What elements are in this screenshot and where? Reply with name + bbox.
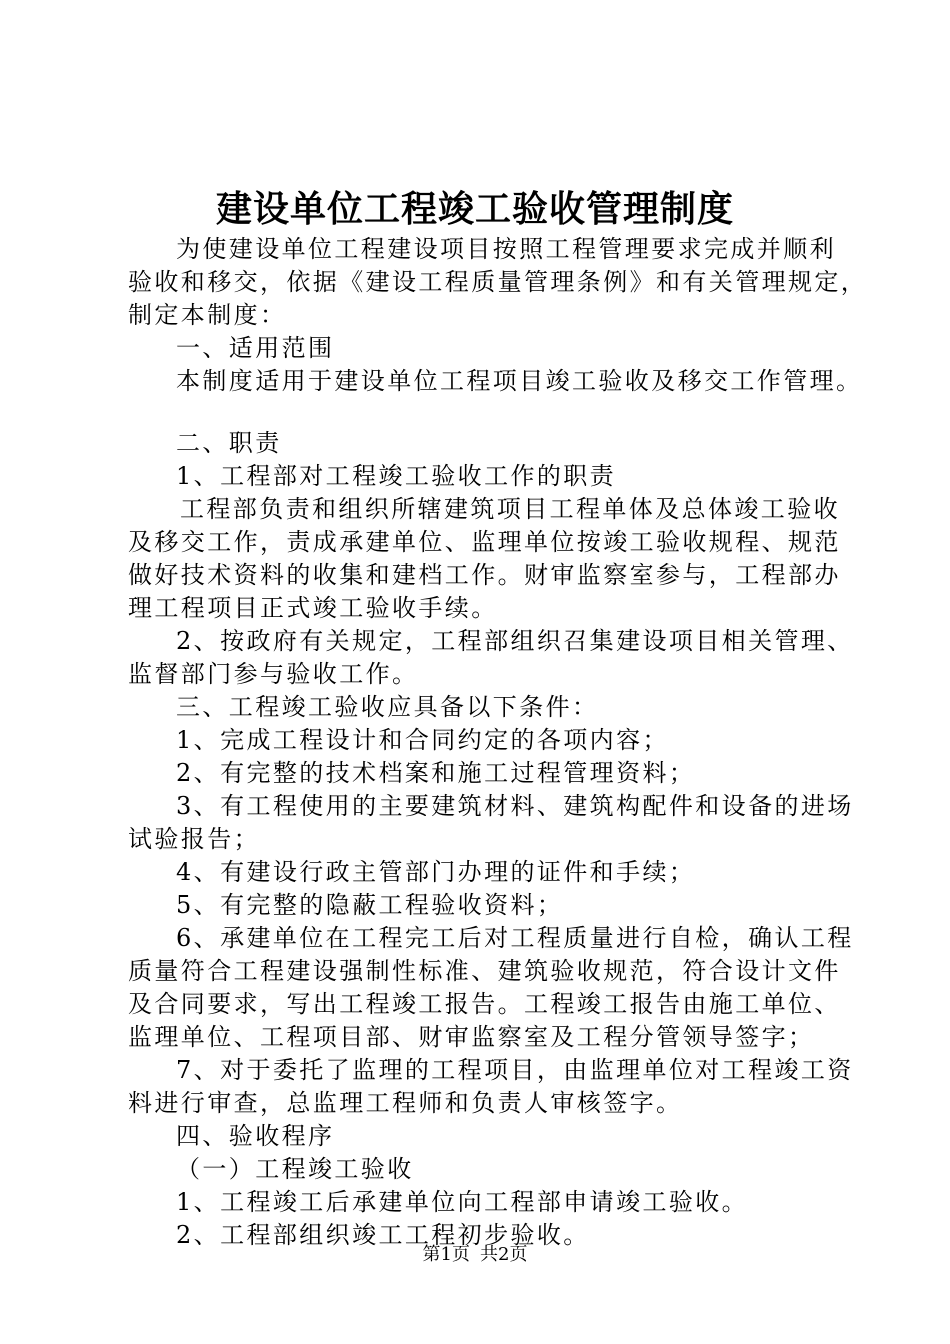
paragraph-line: 工程部负责和组织所辖建筑项目工程单体及总体竣工验收 [180,495,840,523]
list-item-continuation: 试验报告； [128,825,260,853]
list-item: 2、有完整的技术档案和施工过程管理资料； [176,759,696,787]
paragraph-line: 制定本制度： [128,301,287,329]
list-item: 6、承建单位在工程完工后对工程质量进行自检，确认工程 [176,924,854,952]
paragraph-line: 验收和移交，依据《建设工程质量管理条例》和有关管理规定， [128,268,868,296]
list-item: 1、完成工程设计和合同约定的各项内容； [176,726,669,754]
paragraph-line: 监督部门参与验收工作。 [128,660,419,688]
section-heading: 二、职责 [176,429,282,457]
list-item: 1、工程竣工后承建单位向工程部申请竣工验收。 [176,1188,749,1216]
page-footer [0,1243,950,1267]
section-heading: 四、验收程序 [176,1122,335,1150]
paragraph-line: 及移交工作，责成承建单位、监理单位按竣工验收规程、规范 [128,528,841,556]
list-item-continuation: 料进行审查，总监理工程师和负责人审核签字。 [128,1089,683,1117]
list-item: 2、工程部组织竣工工程初步验收。 [176,1221,590,1249]
paragraph-line: 做好技术资料的收集和建档工作。财审监察室参与，工程部办 [128,561,841,589]
paragraph-line: 为使建设单位工程建设项目按照工程管理要求完成并顺利 [176,235,836,263]
section-heading: 三、工程竣工验收应具备以下条件： [176,693,599,721]
page-number: 第1页 [422,1244,470,1265]
document-title: 建设单位工程竣工验收管理制度 [215,188,734,230]
list-item-continuation: 质量符合工程建设强制性标准、建筑验收规范，符合设计文件 [128,957,841,985]
list-item-continuation: 及合同要求，写出工程竣工报告。工程竣工报告由施工单位、 [128,990,841,1018]
paragraph-line: 理工程项目正式竣工验收手续。 [128,594,498,622]
list-item: 7、对于委托了监理的工程项目，由监理单位对工程竣工资 [176,1056,854,1084]
list-item-continuation: 监理单位、工程项目部、财审监察室及工程分管领导签字； [128,1023,815,1051]
list-item: 4、有建设行政主管部门办理的证件和手续； [176,858,696,886]
list-item: 5、有完整的隐蔽工程验收资料； [176,891,564,919]
subsection-heading: 1、工程部对工程竣工验收工作的职责 [176,462,617,490]
list-item: 3、有工程使用的主要建筑材料、建筑构配件和设备的进场 [176,792,854,820]
paragraph-line: 本制度适用于建设单位工程项目竣工验收及移交工作管理。 [176,367,863,395]
blank-line [128,398,838,427]
document-body [128,233,868,1252]
page-total: 共2页 [480,1244,528,1265]
subsection-heading: （一）工程竣工验收 [176,1155,414,1183]
section-heading: 一、适用范围 [176,334,335,362]
paragraph-line: 2、按政府有关规定，工程部组织召集建设项目相关管理、 [176,627,854,655]
